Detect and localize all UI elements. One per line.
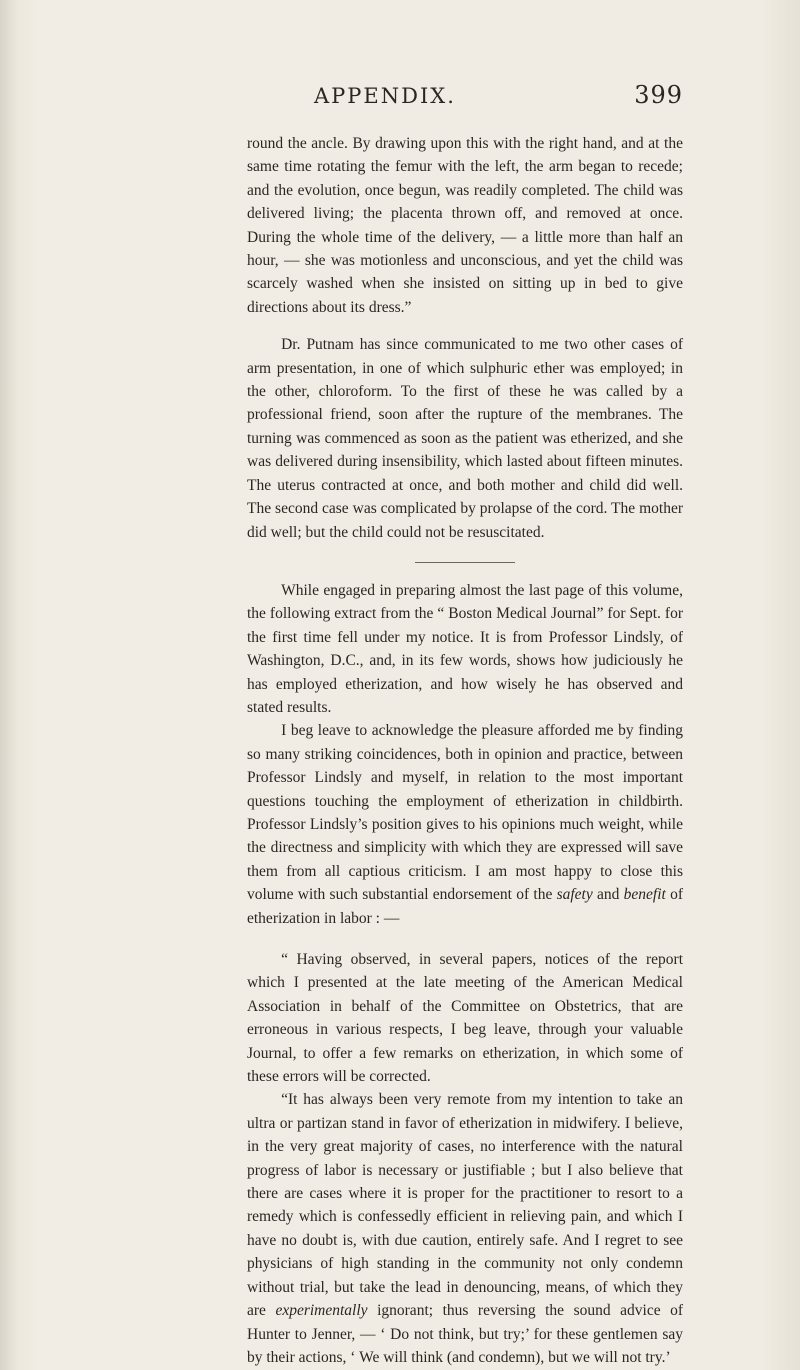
running-title: APPENDIX.	[314, 84, 456, 108]
emphasis-experimentally: experimentally	[275, 1302, 368, 1320]
spacer	[247, 319, 683, 333]
emphasis-benefit: benefit	[623, 886, 666, 904]
page-number: 399	[634, 81, 683, 109]
paragraph-4-text-a: I beg leave to acknowledge the pleasure afforded me by finding so many striking coincidences, both in opinion and practice, between Professor Lindsly and myself, in relation to the most important questions touching the employment of etherization in childbirth. Professor Lindsly’s position gives to his opinions much weight, while the directness and simplicity with which they are expressed will save them from all captious criticism. I am most happy to close this volume with such substantial endorsement of the	[247, 722, 683, 904]
paragraph-4-text-mid: and	[597, 886, 620, 904]
body-text	[247, 132, 683, 1369]
paragraph-5: “ Having observed, in several papers, notices of the report which I presented at the late meeting of the American Medical Association in behalf of the Committee on Obstetrics, that are erroneous in various respects, I beg leave, through your valuable Journal, to offer a few remarks on etherization, in which some of these errors will be corrected.	[247, 951, 683, 1086]
paragraph-6-text-b: ignorant; thus reversing the sound advice of Hunter to Jenner, — ‘ Do not think, but try;’ for these gentlemen say by their actions, ‘ We will think (and condemn), but we will not try.’	[247, 1302, 684, 1366]
paragraph-2: Dr. Putnam has since communicated to me two other cases of arm presentation, in one of which sulphuric ether was employed; in the other, chloroform. To the first of these he was called by a professional friend, soon after the rupture of the membranes. The turning was commenced as soon as the patient was etherized, and she was delivered during insensibility, which lasted about fifteen minutes. The uterus contracted at once, and both mother and child did well. The second case was complicated by prolapse of the cord. The mother did well; but the child could not be resuscitated.	[247, 336, 683, 541]
section-divider	[415, 562, 515, 563]
page-header	[0, 81, 800, 114]
paragraph-6	[247, 1088, 683, 1369]
spacer	[247, 930, 683, 948]
paragraph-4	[247, 719, 683, 930]
paragraph-1: round the ancle. By drawing upon this with the right hand, and at the same time rotating the femur with the left, the arm began to recede; and the evolution, once begun, was readily completed. The child was delivered living; the placenta thrown off, and removed at once. During the whole time of the delivery, — a little more than half an hour, — she was motionless and unconscious, and yet the child was scarcely washed when she insisted on sitting up in bed to give directions about its dress.”	[247, 135, 683, 316]
paragraph-6-text-a: “It has always been very remote from my intention to take an ultra or partizan stand in favor of etherization in midwifery. I believe, in the very great majority of cases, no interference with the natural progress of labor is necessary or justifiable ; but I also believe that there are cases where it is proper for the practitioner to resort to a remedy which is confessedly efficient in relieving pain, and which I have no doubt is, with due caution, entirely safe. And I regret to see physicians of high standing in the community not only condemn without trial, but take the lead in denouncing, means, of which they are	[247, 1091, 683, 1320]
paragraph-3: While engaged in preparing almost the last page of this volume, the following extract from the “ Boston Medical Journal” for Sept. for the first time fell under my notice. It is from Professor Lindsly, of Washington, D.C., and, in its few words, shows how judiciously he has employed etherization, and how wisely he has observed and stated results.	[247, 581, 683, 716]
emphasis-safety: safety	[556, 886, 593, 904]
paragraph-4-text-b: of etherization in labor : —	[247, 886, 684, 927]
